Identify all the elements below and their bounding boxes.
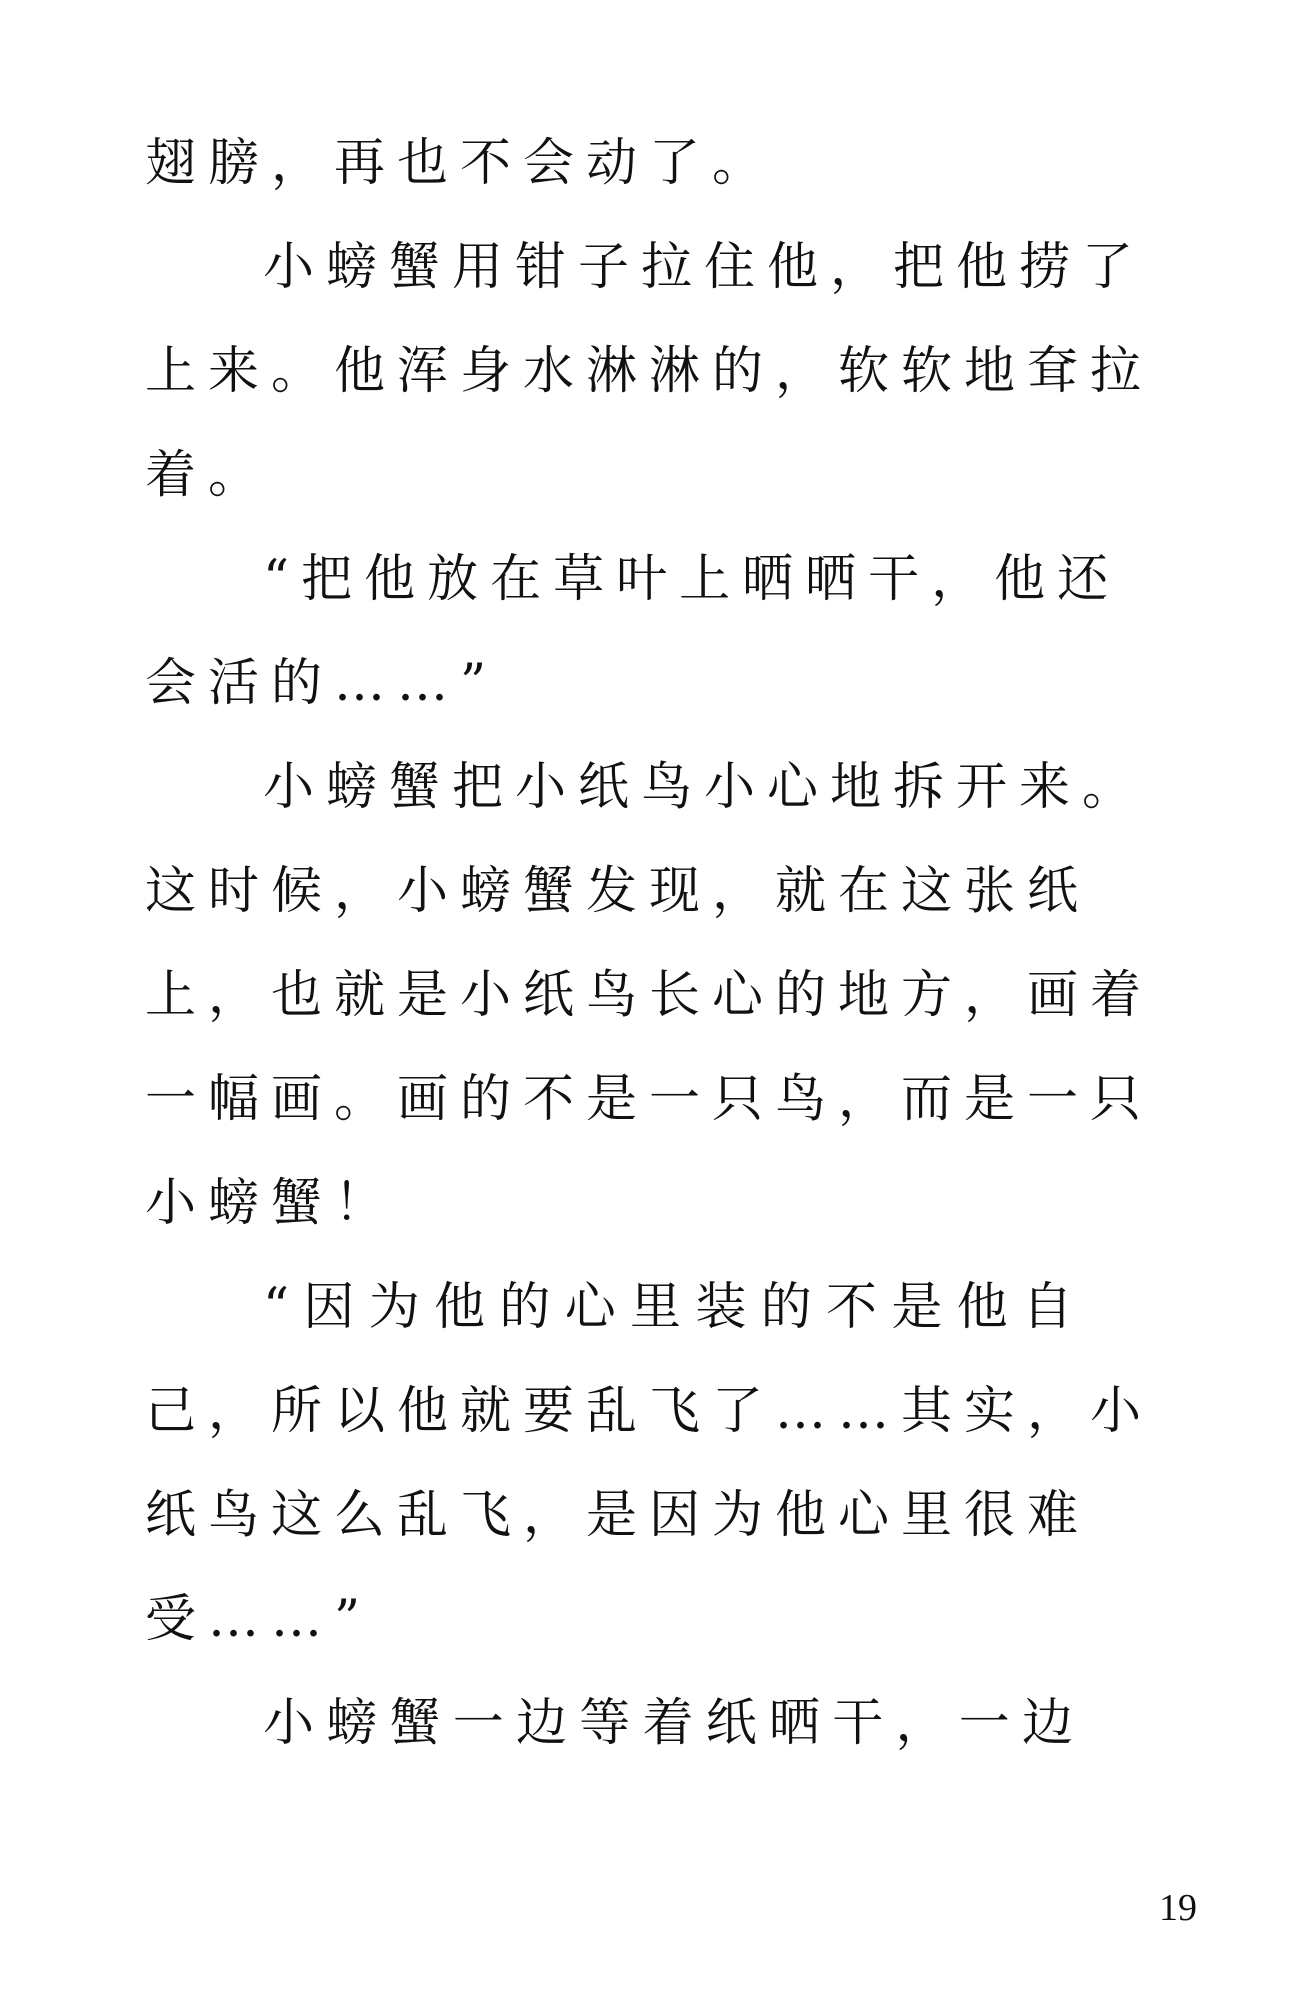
- text-line: 上来。他浑身水淋淋的，软软地耷拉: [145, 342, 1154, 401]
- text-line: “因为他的心里装的不是他自: [263, 1278, 1085, 1337]
- text-line: 一幅画。画的不是一只鸟，而是一只: [145, 1070, 1154, 1129]
- text-line: 纸鸟这么乱飞，是因为他心里很难: [145, 1486, 1091, 1545]
- text-line: 着。: [145, 446, 272, 505]
- text-line: 小螃蟹把小纸鸟小心地拆开来。: [263, 758, 1146, 817]
- text-line: 己，所以他就要乱飞了……其实，小: [145, 1382, 1154, 1441]
- page-number: 19: [1159, 1887, 1197, 1929]
- text-line: 会活的……”: [145, 654, 499, 713]
- text-line: 上，也就是小纸鸟长心的地方，画着: [145, 966, 1154, 1025]
- text-line: 受……”: [145, 1590, 373, 1649]
- text-line: 小螃蟹！: [145, 1174, 398, 1233]
- text-line: 小螃蟹用钳子拉住他，把他捞了: [263, 238, 1146, 297]
- body-text: [145, 112, 1154, 1776]
- text-line: 小螃蟹一边等着纸晒干，一边: [263, 1694, 1085, 1753]
- text-line: 翅膀，再也不会动了。: [145, 134, 776, 193]
- text-line: “把他放在草叶上晒晒干，他还: [263, 550, 1121, 609]
- text-line: 这时候，小螃蟹发现，就在这张纸: [145, 862, 1091, 921]
